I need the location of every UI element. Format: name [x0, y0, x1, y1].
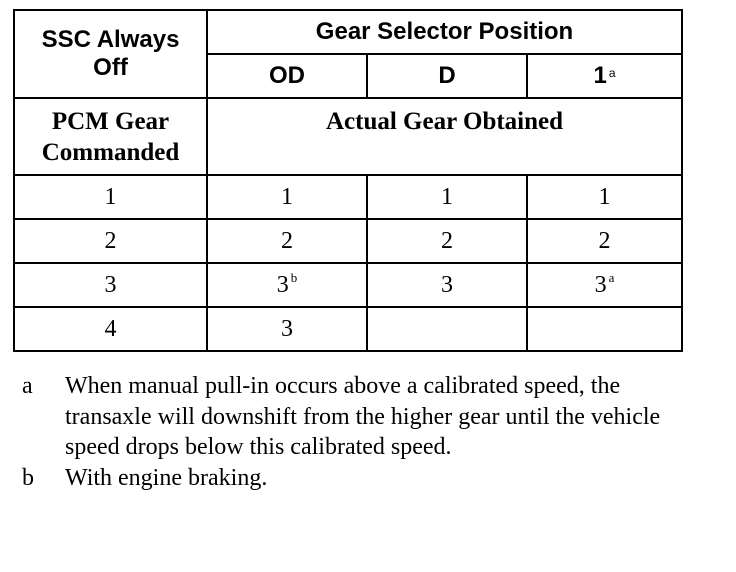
- gear-value: 1: [281, 183, 293, 210]
- row-header-label: PCM Gear Commanded: [41, 107, 180, 166]
- footnote-marker: a: [608, 66, 616, 80]
- gear-value: 3: [276, 271, 289, 298]
- actual-gear-cell: [527, 175, 682, 219]
- actual-gear-cell: [207, 307, 367, 351]
- footnote-marker: a: [608, 269, 615, 285]
- gear-value: 3: [594, 271, 607, 298]
- actual-gear-cell: [207, 219, 367, 263]
- table-row: [14, 219, 682, 263]
- actual-gear-cell: [367, 175, 527, 219]
- footnote-key: b: [22, 464, 34, 491]
- actual-gear-cell: [527, 219, 682, 263]
- commanded-gear-cell: 2: [14, 219, 207, 263]
- actual-gear-cell: [207, 263, 367, 307]
- position-header-1: 1 $^a$: [527, 54, 682, 98]
- footnote-text: With engine braking.: [65, 464, 268, 491]
- footnote-key: a: [22, 373, 33, 399]
- footnote-a: [22, 371, 702, 463]
- table-row: [14, 263, 682, 307]
- result-header: Actual Gear Obtained: [207, 98, 682, 175]
- actual-gear-cell: [367, 219, 527, 263]
- actual-gear-cell: [527, 307, 682, 351]
- table-body: [14, 175, 682, 351]
- footnote-text: When manual pull-in occurs above a calibrated speed, the transaxle will downshift from the higher gear until the vehicle speed drops below this calibrated speed.: [65, 373, 661, 460]
- footnote-b: [22, 463, 702, 494]
- gear-value: 3: [441, 271, 453, 298]
- position-header-od: OD: [207, 54, 367, 98]
- table-row: [14, 307, 682, 351]
- row-header-cell: [14, 98, 207, 175]
- selector-header: Gear Selector Position: [207, 10, 682, 54]
- commanded-gear-cell: 4: [14, 307, 207, 351]
- actual-gear-cell: [207, 175, 367, 219]
- actual-gear-cell: [527, 263, 682, 307]
- gear-value: 2: [598, 227, 611, 254]
- commanded-gear-cell: 1: [14, 175, 207, 219]
- position-header-d: D: [367, 54, 527, 98]
- gear-table: [13, 9, 683, 352]
- gear-value: 1: [441, 183, 453, 210]
- commanded-gear-cell: 3: [14, 263, 207, 307]
- gear-value: 2: [441, 227, 453, 254]
- table-row: [14, 175, 682, 219]
- gear-value: 2: [281, 227, 293, 254]
- corner-label: SSC Always Off: [41, 26, 180, 81]
- corner-header-cell: [14, 10, 207, 98]
- actual-gear-cell: [367, 307, 527, 351]
- actual-gear-cell: [367, 263, 527, 307]
- footnotes: [22, 371, 702, 493]
- gear-value: 3: [281, 315, 293, 342]
- footnote-marker: b: [290, 269, 298, 285]
- gear-value: 1: [598, 183, 611, 210]
